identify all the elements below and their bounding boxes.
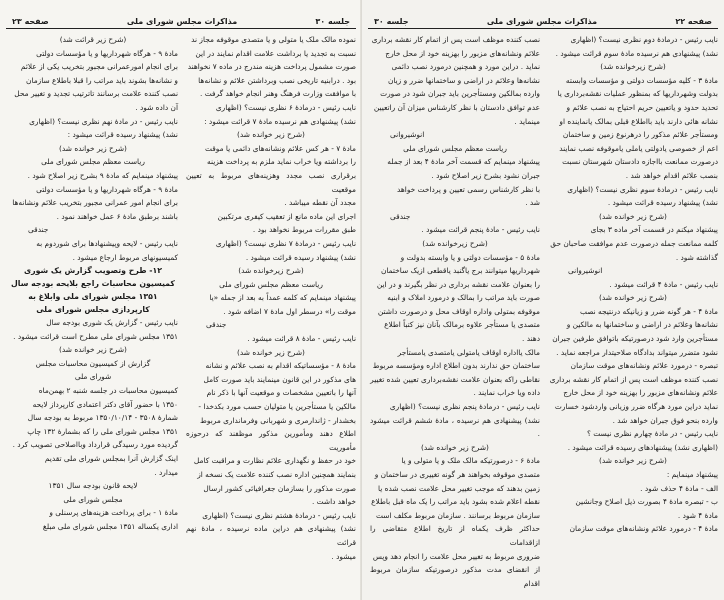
text-line: نایب رئیس - مادهٔ پنجم قرائت میشود . [421, 225, 540, 235]
page-header [368, 0, 718, 29]
text-line: نقطه اعلام شده بشود باید مراتب را یک ماه قبل باطلاع [371, 497, 540, 507]
text-line: مادهٔ ۹ - هرگاه شهرداریها و یا مؤسسات دولتی [36, 184, 178, 194]
text-line: ریاست معظم مجلس شورای ملی [41, 157, 145, 167]
column-left [8, 33, 178, 563]
text-line: خواهد داشت . [311, 497, 356, 507]
text-line: نماید دراین مورد هرگاه ضرر وزیانی واردشود خسارت [554, 402, 718, 412]
text-line: حداکثر ظرف یکماه از تاریخ اطلاع متقاضی را ازاقدامات [370, 524, 540, 547]
text-line: نصب کننده علامت برسانند تاترتیب تجدید و تغییر محل [14, 89, 178, 99]
text-line: ۱۳۵۱ مجلس شورای ملی را که بشمارهٔ ۱۳۲ چاپ [27, 426, 178, 436]
page-22 [362, 0, 724, 600]
text-line: کلمه ممانعت جمله درصورت عدم موافقت صاحبان حق [550, 238, 718, 248]
text-line: تحدید حدود و یاتعیین حریم احتیاج به نصب علائم و [566, 102, 718, 112]
text-line: نموده مالک ملک یا متولی و یا متصدی موقوفه مجاز ند [191, 35, 356, 44]
text-line: شمارهٔ ۳۵۰۸ - ۱۳۵۰/۱۰/۱۴ مربوط به بودجه سال [27, 413, 178, 423]
text-line: پیشنهاد مینمایم که کلمه عمداً به بعد از جمله «یا [209, 293, 356, 303]
text-line: عدم توافق دادستان با نظر کارشناس میزان آن راتعیین [373, 102, 540, 112]
text-line: (شرح زیر خوانده شد) [237, 347, 305, 357]
page-number: صفحه ۲۲ [675, 17, 712, 26]
text-line: نشد) پیشنهاد رسیده قرائت میشود . [607, 198, 718, 208]
column-right [186, 33, 356, 563]
text-line: مستأجرین وارد شود درصورتیکه باتوافق طرفین جبران [552, 334, 718, 344]
text-line: دهند . [522, 334, 540, 344]
text-line: مادهٔ ۴ شود . [677, 510, 718, 520]
text-line: گذاشته شود . [675, 252, 718, 262]
text-line: مینماید . [514, 116, 540, 126]
text-line: (شرح زیر خوانده شد) [59, 345, 127, 355]
text-line: را بعنوان علامت نقشه برداری در نظر بگیرند و در این [376, 279, 540, 289]
text-line: نصب کننده موظف است پس از اتمام کار نقشه برداری [549, 374, 718, 384]
text-line: سازمان مربوط برسانند . سازمان مربوط مکلف است [376, 510, 540, 520]
text-line: نایب رئیس - درمادهٔ پنجم نظری نیست؟ (اظهاری [389, 402, 540, 412]
text-line: (شرح زیر خوانده شد) [599, 456, 667, 466]
text-line: ۱۲- طرح وتصویب گزارش یک شوری کمیسیون محاسبات راجع بلایحه بودجه سال ۱۳۵۱ مجلس شورای ملی وابلاغ به کارپردازی مجلس شورای ملی [11, 266, 175, 315]
text-line: ب - تبصره مادهٔ ۴ بصورت ذیل اصلاح وجانشین [575, 497, 718, 507]
text-line: ۱۳۵۱ مجلس شورای ملی مطرح است قرائت میشود . [13, 331, 178, 341]
text-line: نایب رئیس - درمادهٔ ۷ نظری نیست؟ (اظهاری [215, 238, 356, 248]
text-line: (شرح زیرخوانده شد) [600, 62, 666, 72]
text-line: جندقی [206, 320, 227, 330]
text-line: (شرح زیر خوانده شد) [421, 442, 489, 452]
text-line: بخشدار - ژاندارمری و شهربانی وفرمانداری مربوط [200, 415, 356, 425]
text-line: از انقضای مدت مذکور درصورتیکه سازمان مربوط اقدام [370, 565, 540, 588]
text-line: علائم ونشانه‌های مزبور را بهزینه خود از محل خارج [563, 388, 718, 398]
text-line: نشد) پیشنهادی هم دراین ماده نرسیده ، مادهٔ نهم قرائت [186, 524, 356, 547]
text-line: برقراری نصب مجدد وهزینه‌های مربوط به تعیین موقعیت [186, 170, 356, 194]
text-line: صورت مشمول پرداخت هزینه مندرج در ماده ۷ نخواهند [187, 62, 356, 72]
text-line: نشد) پیشنهادی هم نرسیده مادهٔ سوم قرائت میشود . [555, 48, 718, 58]
text-line: نشد) پیشنهادی هم نرسیده ، مادهٔ ششم قرائت میشود . [370, 415, 540, 439]
text-line: انوشیروانی [568, 266, 603, 276]
text-line: (شرح زیر خوانده شد) [599, 293, 667, 303]
text-line: مادهٔ ۱ - برای پرداخت هزینه‌های پرسنلی و [49, 508, 178, 518]
text-line: اطلاع دهند ومأمورین مذکور موظفند که درحوزه مأموریت [186, 429, 356, 452]
text-line: متصدی یا مستأجر علاوه برمالک بآنان نیز کتباً اطلاع [384, 320, 540, 330]
column-left [370, 33, 540, 590]
text-line: میدارد . [154, 467, 178, 477]
text-line: خود در حفظ و نگهداری علائم نظارت و مراقبت کامل [193, 456, 356, 466]
text-line: نشد) پیشنهاد رسیده قرائت میشود : [67, 130, 178, 140]
text-line: پیشنهاد مینمایم که قسمت آخر مادهٔ ۴ بعد از جمله [387, 157, 540, 167]
text-line: مالک یااداره اوقاف یامتولی یامتصدی یامستأجر [397, 347, 540, 357]
text-line: اعم از خصوصی یادولتی یاملی یاموقوفه نصب نمایند [559, 143, 718, 153]
text-line: گردیده‌ مورد رسیدگی قرارداد وبااصلاحی تصویب کرد . [12, 440, 178, 450]
text-line: جندقی [390, 211, 411, 221]
text-line: آن داده شود . [135, 102, 178, 112]
text-line: نایب رئیس - مادهٔ ۴ قرائت میشود . [609, 279, 718, 289]
text-line: نایب رئیس - مادهٔ ۸ قرائت میشود . [247, 334, 356, 344]
header-title: مذاکرات مجلس شورای ملی [126, 17, 238, 26]
text-line: نقاطی راکه بعنوان علامت نقشه‌برداری تعیین شده تغییر [370, 374, 540, 384]
text-line: آنها را باتعیین مشخصات و موقعیت آنها با ذکر نام [206, 388, 356, 398]
text-line: با موافقت وزارت فرهنگ وهنر انجام خواهد گرفت . [200, 89, 356, 99]
text-line: الف - مادهٔ ۴ حذف شود . [640, 483, 718, 493]
column-right [548, 33, 718, 590]
text-line: نایب رئیس - درمادهٔ دوم نظری نیست؟ (اظهاری [570, 35, 718, 44]
text-line: نشانه هائی دارند باید بااطلاع قبلی بمالک یانماینده او [559, 116, 718, 126]
text-line: ریاست معظم مجلس شورای ملی [219, 279, 323, 289]
text-line: طبق مقررات مربوط نخواهد بود . [252, 225, 356, 235]
text-line: نشانه‌ها وعلائم در اراضی و ساختمانها ضرر و زیان [387, 75, 540, 85]
page-header [6, 0, 356, 29]
text-line: برای انجام امورعمرانی مجبور بتخریب یکی از علائم [20, 62, 178, 72]
text-line: وارده بمالکین ومستأجرین باید جبران شود در صورت [380, 89, 540, 99]
text-line: نصب کننده موظف است پس از اتمام کار نقشه برداری [371, 35, 540, 44]
text-line: (شرح زیر خوانده شد) [599, 211, 667, 221]
text-line: نایب رئیس - درمادهٔ ۶ نظری نیست؟ (اظهاری [215, 102, 356, 112]
text-line: اداری یکساله ۱۳۵۱ مجلس شورای ملی مبلغ [42, 522, 178, 531]
text-line: بنصب علائم اقدام خواهد شد . [625, 170, 718, 180]
session-label: جلسه ۳۰ [374, 17, 409, 26]
text-line: شد . [525, 198, 540, 208]
text-line: را برداشته ویا خراب نماید ملزم به پرداخت هزینه [207, 157, 356, 167]
text-line: ۱۳۵۰ با حضور آقای دکتر اعتمادی کارپرداز لایحه [32, 399, 178, 409]
text-line: موقت را» درسطر اول مادهٔ ۷ اضافه شود . [223, 306, 356, 316]
text-line: ومستأجر علائم مذکور را درهرنوع زمین و ساختمان [562, 130, 718, 140]
text-line: نایب رئیس - در مادهٔ چهارم نظری نیست ؟ [586, 429, 718, 439]
text-line: نشد) پیشنهادی هم نرسیده مادهٔ ۷ قرائت میشود : [204, 116, 356, 126]
text-line: نایب رئیس - درمادهٔ هشتم نظری نیست؟ (اظهاری [202, 510, 356, 520]
text-line: تبصره - درمورد علائم ونشانه‌های موقت سازمان [570, 361, 718, 371]
text-line: درصورت ممانعت بااجازه دادستان شهرستان نسبت [562, 157, 718, 167]
text-line: پیشنهاد مینمایم که مادهٔ ۹ بشرح زیر اصلاح شود . [27, 170, 178, 180]
text-line: (شرح زیرخوانده شد) [422, 238, 488, 248]
text-line: شورای ملی [74, 372, 112, 382]
text-line: جبران نشود بشرح زیر اصلاح شود . [431, 170, 540, 180]
text-line: صورت مذکور را بسازمان جغرافیائی کشور ارسال [203, 483, 356, 493]
text-line: موقوفه بمتولی واداره اوقاف محل و درصورت داشتن [377, 306, 540, 316]
text-line: مادهٔ ۸ - مؤسساتیکه اقدام به نصب علائم و نشانه [205, 361, 356, 371]
text-line: انوشیروانی [390, 130, 425, 140]
text-line: کمیسیونهای مربوط ارجاع میشود . [72, 252, 178, 262]
text-line: جندقی [28, 225, 49, 235]
text-line: نشانه‌ها وعلائم در اراضی و ساختمانها به مالکین و [566, 320, 718, 330]
text-line: لایحه قانون بودجه سال ۱۳۵۱ [48, 481, 138, 491]
text-line: (شرح زیر خوانده شد) [59, 143, 127, 153]
text-line: مجدد آن نقطه میباشد . [284, 198, 356, 208]
text-line: نایب رئیس - درمادهٔ سوم نظری نیست؟ (اظهاری [567, 184, 718, 194]
text-line: (اظهاری نشد) پیشنهادهای رسیده قرائت میشود . [567, 442, 718, 452]
text-line: برای انجام امور عمرانی مجبور بتخریب علائم ونشانه‌ها [12, 198, 178, 208]
text-line: زمین بدهند که موجب تغییر محل علامت نصب شده یا [377, 483, 540, 493]
text-line: نایب رئیس - گزارش یک شوری بودجه سال [46, 318, 178, 328]
text-line: اجرای این ماده مانع از تعقیب کیفری مرتکبین [217, 211, 356, 221]
text-line: علائم ونشانه‌های مزبور را بهزینه خود از محل خارج [385, 48, 540, 58]
text-line: باشند برطبق مادهٔ ۶ عمل خواهند نمود . [56, 211, 178, 221]
text-line: نشد) پیشنهاد رسیده قرائت میشود . [245, 252, 356, 262]
text-line: داده ویا خراب نمایند . [473, 388, 540, 398]
text-line: بدولت وشهرداریها که بمنظور عملیات نقشه‌برداری یا [557, 89, 718, 99]
text-line: مادهٔ ۳ - کلیه مؤسسات دولتی و مؤسسات وابسته [565, 75, 718, 85]
text-line: میشود . [331, 551, 356, 561]
text-line: مجلس شورای ملی [63, 494, 123, 504]
text-line: متصدی موقوفه بخواهند هر گونه تغییری در ساختمان و [374, 470, 540, 479]
text-line: نشود متضرر میتواند بدادگاه صلاحیتدار مراجعه نماید . [556, 347, 718, 357]
text-line: ساختمان حق ندارند بدون اطلاع اداره ومؤسسه مربوط [372, 361, 540, 371]
text-line: مادهٔ ۴ - درمورد علائم ونشانه‌های موقت سازمان [569, 524, 718, 534]
text-line: ضروری مربوط به تغییر محل علامت را انجام دهد وپس [372, 551, 540, 561]
text-line: های مذکور در این قانون مینمایند باید صورت کامل [203, 374, 356, 384]
text-line: (شرح زیر خوانده شد) [237, 130, 305, 140]
text-line: مادهٔ ۹ - هرگاه شهرداریها و یا مؤسسات دولتی [36, 48, 178, 58]
text-line: بود . درابنیه تاریخی نصب وبرداشتن علائم و نشانه‌ها [198, 75, 356, 85]
text-line: نایب رئیس - لایحه وپیشنهادها برای شوردوم به [36, 238, 178, 248]
session-label: جلسه ۳۰ [315, 17, 350, 26]
text-line: (شرح زیرخوانده شد) [238, 266, 304, 276]
text-line: مادهٔ ۵ - مؤسسات دولتی و یا وابسته بدولت و [400, 252, 540, 262]
text-line: مادهٔ ۴ - هر گونه ضرر و زیانیکه درنتیجه نصب [579, 306, 718, 316]
text-line: پیشنهاد میکنم در قسمت آخر ماده ۳ بجای [590, 225, 718, 235]
header-title: مذاکرات مجلس شورای ملی [486, 17, 598, 26]
text-line: نایب رئیس - در مادهٔ نهم نظری نیست؟ (اظهاری [29, 116, 178, 126]
text-line: بنمایند همچنین اداره نصب کننده علامت یک نسخه از [197, 470, 356, 479]
text-line: وارده بنحو فوق جبران خواهد شد . [612, 415, 718, 425]
text-line: مادهٔ ۶ - درصورتیکه مالک ملک و یا متولی و یا [401, 456, 540, 466]
text-line: و نشانه‌ها بشوند باید مراتب را قبلا باطلاع سازمان [26, 75, 178, 85]
page-number: صفحه ۲۳ [12, 17, 49, 26]
text-line: مالکین یا مستأجرین یا متولیان حسب مورد بکدخدا - [198, 402, 356, 412]
text-line: نسبت به تجدید یا برداشت علامت اقدام نمایند در این [195, 48, 356, 58]
text-line: گزارش از کمیسیون محاسبات مجلس [35, 358, 151, 368]
text-line: صورت باید مراتب را بمالک و درمورد املاک و ابنیه [387, 293, 540, 303]
text-line: نماید . دراین مورد و همچنین درمورد نصب دائمی [391, 62, 540, 72]
text-line: مادهٔ ۷ - هر کس علائم ونشانه‌های دائمی یا موقت [204, 143, 356, 153]
text-line: ریاست معظم مجلس شورای ملی [403, 143, 507, 153]
text-line: (شرح زیر قرائت شد) [59, 35, 127, 44]
text-line: کمیسیون محاسبات در جلسه شنبه ۲ بهمن‌ماه [38, 386, 178, 396]
text-line: اینک گزارش آنرا بمجلس شورای ملی تقدیم [44, 454, 178, 464]
text-line: با نظر کارشناس رسمی تعیین و پرداخت خواهد [397, 184, 540, 194]
text-line: پیشنهاد مینمایم : [666, 470, 718, 479]
text-line: شهرداریها میتوانند برج یاگنبد یاقطعی ازیک ساختمان [380, 266, 540, 276]
